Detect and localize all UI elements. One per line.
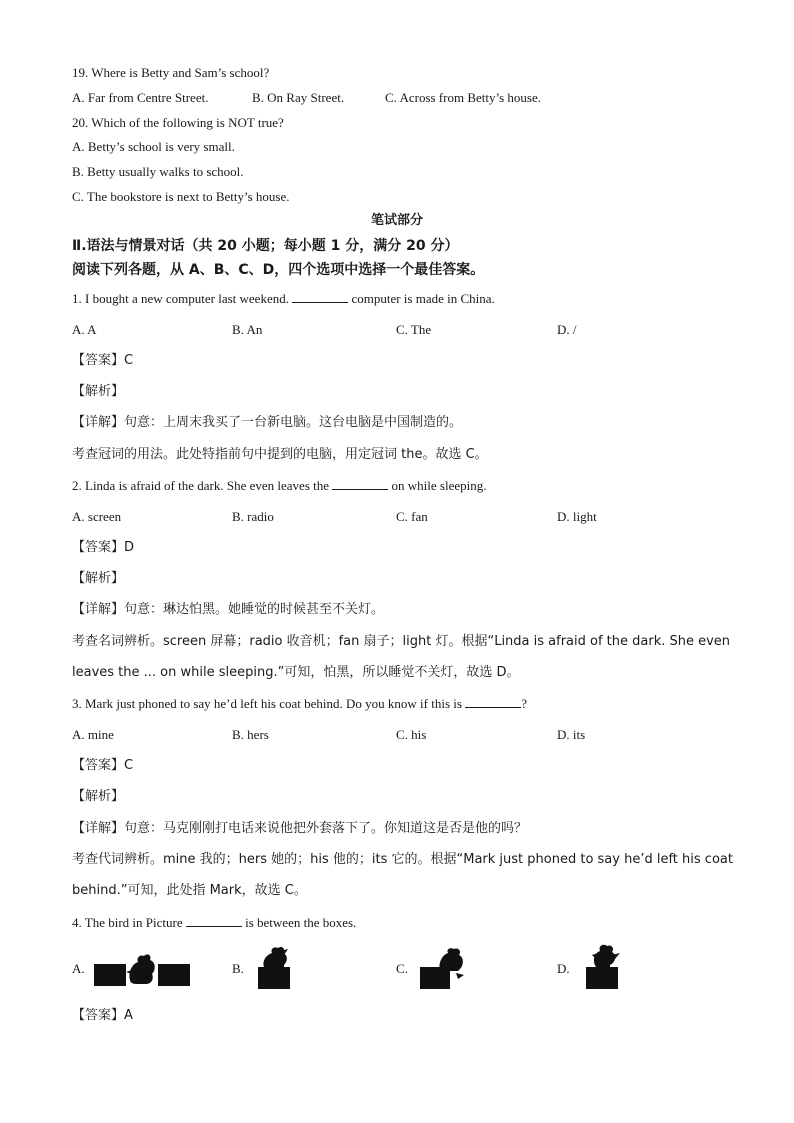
q20-option-b: B. Betty usually walks to school.	[72, 164, 244, 179]
q3-detail-line-3: behind.”可知，此处指 Mark，故选 C。	[72, 883, 307, 898]
q4-stem-before: 4. The bird in Picture	[72, 915, 183, 930]
q1-option-b: B. An	[232, 322, 263, 337]
q1-answer-label: 【答案】	[72, 353, 125, 368]
q3-answer	[72, 757, 734, 775]
section-title: 笔试部分	[370, 213, 423, 228]
q19-option-b: B. On Ray Street.	[252, 90, 345, 105]
q3-detail-line-2: 考查代词辨析。mine 我的；hers 她的；his 他的；its 它的。根据“Mark just phoned to say he’d left his coat	[72, 852, 733, 867]
section-instructions: 阅读下列各题，从 A、B、C、D，四个选项中选择一个最佳答案。	[72, 262, 485, 278]
q2-detail-line-2: 考查名词辨析。screen 屏幕；radio 收音机；fan 扇子；light 灯。根据“Linda is afraid of the dark. She even	[72, 634, 731, 649]
q1-detail-line-1: 【详解】句意：上周末我买了一台新电脑。这台电脑是中国制造的。	[72, 415, 463, 430]
q3-option-c: C. his	[396, 727, 427, 742]
q1-answer-value: C	[124, 353, 134, 368]
q3-detail-line-1: 【详解】句意：马克刚刚打电话来说他把外套落下了。你知道这是否是他的吗？	[72, 821, 528, 836]
q1-analysis-label: 【解析】	[72, 384, 125, 399]
bird-on-box-picture	[254, 945, 294, 991]
question-2	[72, 477, 734, 495]
q20-option-a: A. Betty’s school is very small.	[72, 139, 235, 154]
q4-answer-label: 【答案】	[72, 1008, 125, 1023]
q4-blank	[186, 914, 242, 927]
q19-option-c: C. Across from Betty’s house.	[385, 90, 541, 105]
q4-option-d-label: D.	[557, 961, 570, 976]
q3-answer-value: C	[124, 758, 134, 773]
q1-option-c: C. The	[396, 322, 432, 337]
bird-on-top-of-box-picture	[582, 943, 622, 991]
question-20: 20. Which of the following is NOT true?	[72, 115, 284, 130]
q2-option-a: A. screen	[72, 509, 122, 524]
q4-answer	[72, 1007, 734, 1025]
q3-option-b: B. hers	[232, 727, 269, 742]
q2-detail-line-1: 【详解】句意：琳达怕黑。她睡觉的时候甚至不关灯。	[72, 602, 385, 617]
q1-detail-line-2: 考查冠词的用法。此处特指前句中提到的电脑，用定冠词 the。故选 C。	[72, 447, 488, 462]
bird-between-boxes-picture	[92, 950, 192, 990]
q2-answer	[72, 539, 734, 557]
q1-stem-after: computer is made in China.	[351, 291, 495, 306]
q4-option-b-label: B.	[232, 961, 244, 976]
q3-answer-label: 【答案】	[72, 758, 125, 773]
q3-stem-after: ?	[521, 696, 527, 711]
q2-stem-before: 2. Linda is afraid of the dark. She even leaves the	[72, 478, 330, 493]
q2-stem-after: on while sleeping.	[391, 478, 487, 493]
question-1	[72, 290, 734, 308]
question-19: 19. Where is Betty and Sam’s school?	[72, 65, 270, 80]
q2-option-d: D. light	[557, 509, 597, 524]
q1-option-a: A. A	[72, 322, 97, 337]
q2-answer-label: 【答案】	[72, 540, 125, 555]
q3-analysis-label: 【解析】	[72, 789, 125, 804]
q1-option-d: D. /	[557, 322, 577, 337]
q3-option-a: A. mine	[72, 727, 114, 742]
q1-stem-before: 1. I bought a new computer last weekend.	[72, 291, 289, 306]
section-ii-title: Ⅱ.语法与情景对话（共 20 小题；每小题 1 分，满分 20 分）	[72, 238, 459, 254]
q2-analysis-label: 【解析】	[72, 571, 125, 586]
q4-option-c-label: C.	[396, 961, 408, 976]
q3-blank	[465, 695, 521, 708]
q19-option-a: A. Far from Centre Street.	[72, 90, 209, 105]
q2-option-c: C. fan	[396, 509, 428, 524]
q2-blank	[332, 477, 388, 490]
q2-answer-value: D	[124, 540, 135, 555]
q1-blank	[292, 290, 348, 303]
q1-answer	[72, 352, 734, 370]
q3-stem-before: 3. Mark just phoned to say he’d left his coat behind. Do you know if this is	[72, 696, 462, 711]
q4-answer-value: A	[124, 1008, 133, 1023]
bird-behind-box-picture	[418, 947, 466, 991]
question-4	[72, 914, 734, 932]
q4-option-a-label: A.	[72, 961, 85, 976]
q4-stem-after: is between the boxes.	[245, 915, 357, 930]
q3-option-d: D. its	[557, 727, 586, 742]
q20-option-c: C. The bookstore is next to Betty’s house.	[72, 189, 290, 204]
q2-detail-line-3: leaves the ... on while sleeping.”可知，怕黑，所以睡觉不关灯，故选 D。	[72, 665, 520, 680]
question-3	[72, 695, 734, 713]
q2-option-b: B. radio	[232, 509, 274, 524]
